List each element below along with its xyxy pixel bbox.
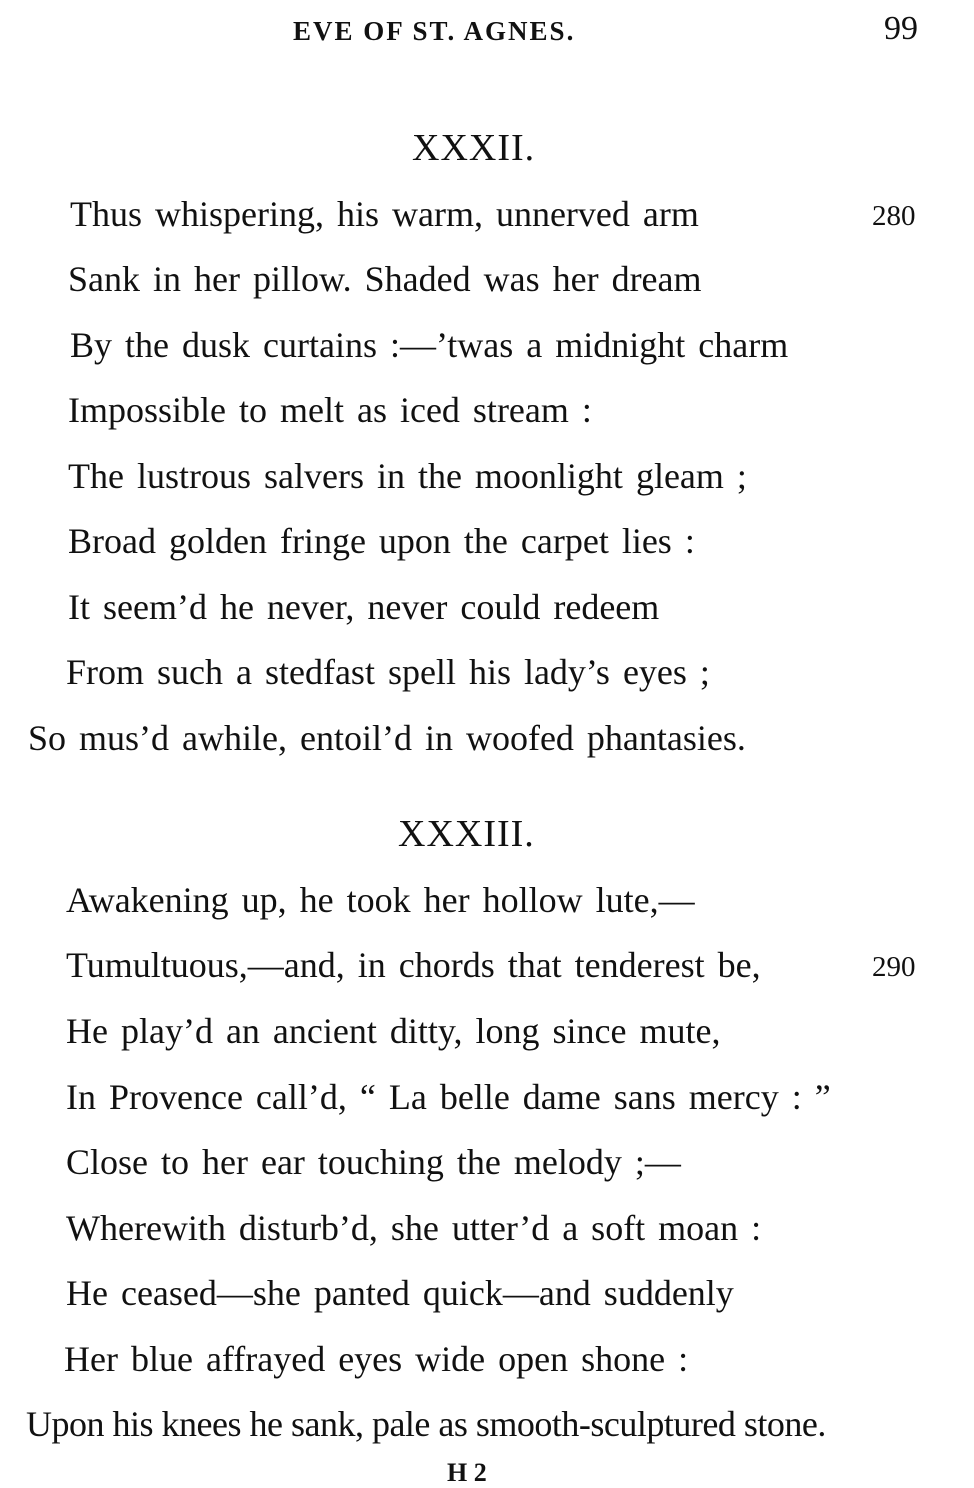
poem-line: From such a stedfast spell his lady’s eyes ;: [66, 652, 710, 692]
poem-line: By the dusk curtains :—’twas a midnight charm: [70, 325, 789, 365]
running-head: EVE OF ST. AGNES.: [293, 16, 576, 46]
poem-line: Impossible to melt as iced stream :: [68, 390, 592, 430]
poem-line: He play’d an ancient ditty, long since mute,: [66, 1011, 721, 1051]
line-number-280: 280: [872, 200, 916, 232]
poem-line: Wherewith disturb’d, she utter’d a soft moan :: [66, 1208, 762, 1248]
stanza-number-xxxii: XXXII.: [412, 127, 536, 169]
poem-line: He ceased—she panted quick—and suddenly: [66, 1273, 734, 1313]
poem-line: In Provence call’d, “ La belle dame sans mercy : ”: [66, 1077, 831, 1117]
poem-line: It seem’d he never, never could redeem: [68, 587, 660, 627]
poem-line: Sank in her pillow. Shaded was her dream: [68, 259, 702, 299]
poem-line: Tumultuous,—and, in chords that tenderest be,: [66, 945, 761, 985]
poem-line: Thus whispering, his warm, unnerved arm: [70, 194, 699, 234]
poem-line: Broad golden fringe upon the carpet lies :: [68, 521, 695, 561]
signature-mark: H 2: [447, 1458, 487, 1487]
poem-line: Close to her ear touching the melody ;—: [66, 1142, 681, 1182]
poem-line: Upon his knees he sank, pale as smooth-sculptured stone.: [26, 1404, 826, 1444]
poem-line: So mus’d awhile, entoil’d in woofed phantasies.: [28, 718, 746, 758]
poem-line: The lustrous salvers in the moonlight gleam ;: [68, 456, 747, 496]
page-number: 99: [884, 10, 918, 47]
line-number-290: 290: [872, 951, 916, 983]
stanza-number-xxxiii: XXXIII.: [398, 813, 535, 855]
poem-line: Her blue affrayed eyes wide open shone :: [64, 1339, 689, 1379]
poem-line: Awakening up, he took her hollow lute,—: [66, 880, 695, 920]
